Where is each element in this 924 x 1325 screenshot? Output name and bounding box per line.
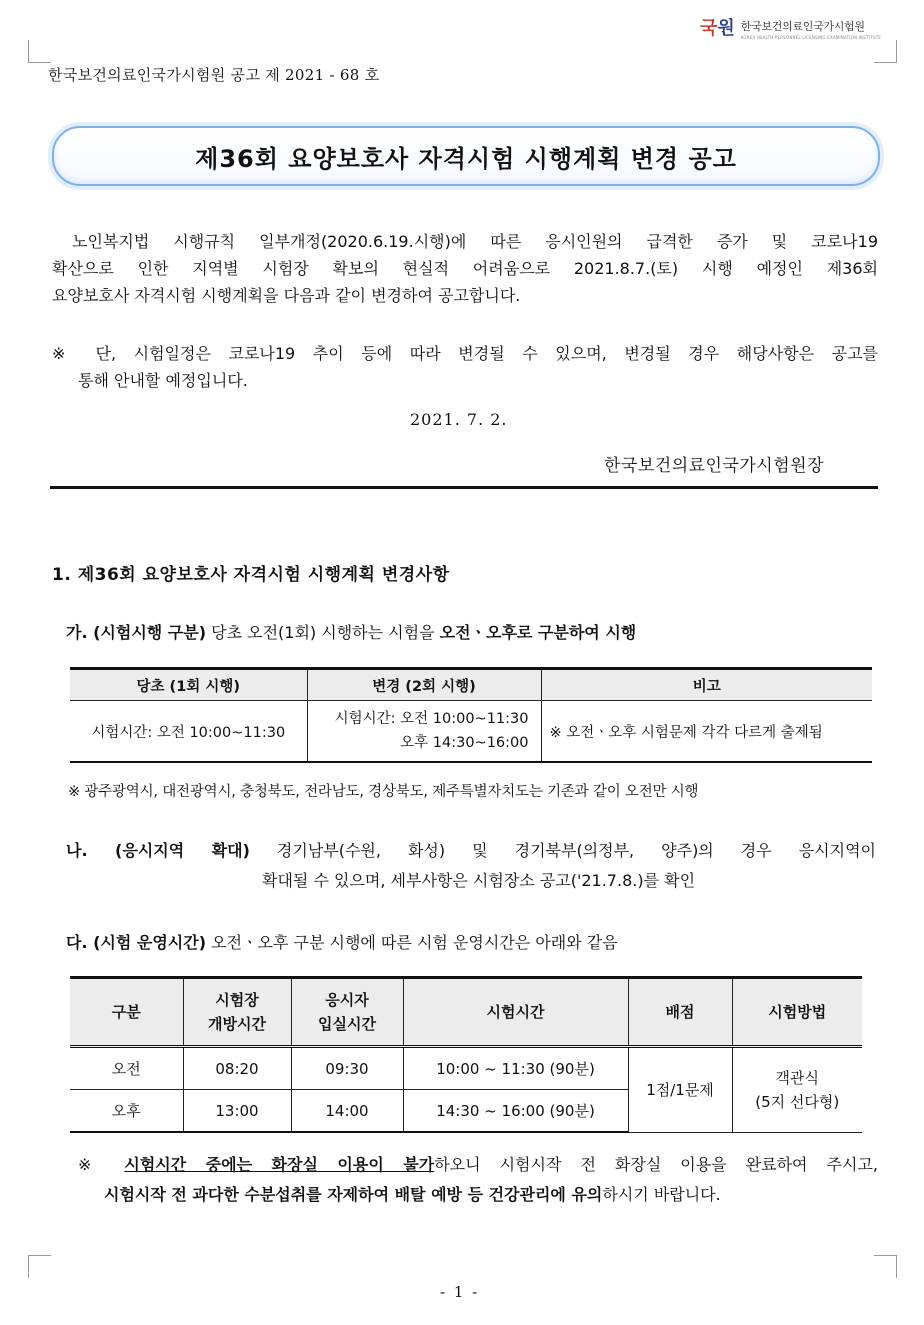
table-header-cell: 시험방법 (732, 978, 862, 1047)
method-line-2: (5지 선다형) (755, 1092, 840, 1111)
intro-line-2: 확산으로 인한 지역별 시험장 확보의 현실적 어려움으로 2021.8.7.(토) 시행 예정인 제36회 (52, 259, 878, 278)
title-banner (52, 126, 880, 186)
intro-line-3: 요양보호사 자격시험 시행계획을 다음과 같이 변경하여 공고합니다. (52, 286, 521, 305)
crop-mark-bottom-right (874, 1255, 897, 1278)
logo-emblem-icon: 국원 (700, 18, 735, 39)
entry-time-cell: 14:00 (291, 1090, 403, 1133)
open-time-cell: 08:20 (183, 1047, 291, 1090)
institute-logo (700, 18, 881, 40)
item-da (66, 930, 618, 953)
header-line: 응시자 (325, 991, 369, 1009)
session-cell: 오후 (70, 1090, 183, 1133)
table-header-cell: 시험시간 (403, 978, 628, 1047)
schedule-change-table (70, 667, 872, 763)
item-na-line-1: 경기남부(수원, 화성) 및 경기북부(의정부, 양주)의 경우 응시지역이 (249, 841, 876, 860)
notice-number: 한국보건의료인국가시험원 공고 제 2021 - 68 호 (48, 66, 380, 84)
method-cell (732, 1047, 862, 1133)
logo-english-name: KOREA HEALTH PERSONNEL LICENSING EXAMINATION INSTITUTE (740, 35, 882, 40)
restroom-note-bold: 시험시작 전 과다한 수분섭취를 자제하여 배탈 예방 등 건강관리에 유의 (104, 1185, 603, 1204)
entry-time-cell: 09:30 (291, 1047, 403, 1090)
exam-time-cell: 10:00 ~ 11:30 (90분) (403, 1047, 628, 1090)
item-ga-emphasis: 오전ㆍ오후로 구분하여 시행 (439, 623, 637, 642)
item-ga-text: 당초 오전(1회) 시행하는 시험을 (206, 623, 440, 642)
remark-cell: ※ 오전ㆍ오후 시험문제 각각 다르게 출제됨 (541, 701, 872, 763)
item-na-label: 나. (응시지역 확대) (66, 841, 250, 860)
table-header-row (70, 978, 862, 1047)
crop-mark-top-left (28, 40, 51, 63)
open-time-cell: 13:00 (183, 1090, 291, 1133)
item-na-line-2: 확대될 수 있으며, 세부사항은 시험장소 공고('21.7.8.)를 확인 (262, 871, 696, 890)
item-ga (66, 620, 636, 643)
logo-korean-name: 한국보건의료인국가시험원 (740, 20, 865, 33)
table-header-cell (183, 978, 291, 1047)
region-note: ※ 광주광역시, 대전광역시, 충청북도, 전라남도, 경상북도, 제주특별자치도는 기존과 같이 오전만 시행 (68, 784, 699, 800)
crop-mark-bottom-left (28, 1255, 51, 1278)
score-cell: 1점/1문제 (628, 1047, 732, 1133)
caveat-paragraph (52, 340, 878, 394)
divider-rule (50, 486, 878, 489)
restroom-note-rest-1: 하오니 시험시작 전 화장실 이용을 완료하여 주시고, (434, 1155, 878, 1174)
header-line: 개방시간 (208, 1015, 266, 1033)
changed-schedule-line-2: 오후 14:30~16:00 (400, 735, 529, 751)
changed-schedule-line-1: 시험시간: 오전 10:00~11:30 (334, 711, 529, 727)
item-na (66, 836, 876, 896)
page-title: 제36회 요양보호사 자격시험 시행계획 변경 공고 (195, 144, 737, 173)
original-schedule-cell: 시험시간: 오전 10:00~11:30 (70, 701, 307, 763)
method-line-1: 객관식 (775, 1068, 819, 1087)
signatory: 한국보건의료인국가시험원장 (604, 456, 824, 476)
changed-schedule-cell (307, 701, 541, 763)
table-header-cell: 구분 (70, 978, 183, 1047)
item-da-text: 오전ㆍ오후 구분 시행에 따른 시험 운영시간은 아래와 같음 (206, 933, 618, 952)
notice-date: 2021. 7. 2. (410, 410, 508, 429)
restroom-note-underline: 시험시간 중에는 화장실 이용이 불가 (124, 1155, 435, 1174)
exam-time-cell: 14:30 ~ 16:00 (90분) (403, 1090, 628, 1133)
table-header-cell (291, 978, 403, 1047)
restroom-note-mark: ※ (78, 1155, 125, 1174)
table-header-cell: 당초 (1회 시행) (70, 669, 307, 701)
item-da-label: 다. (시험 운영시간) (66, 933, 207, 952)
intro-paragraph (52, 228, 878, 309)
crop-mark-top-right (874, 40, 897, 63)
table-header-row (70, 669, 872, 701)
page-number: - 1 - (440, 1283, 480, 1301)
table-row (70, 701, 872, 763)
caveat-line-1: ※ 단, 시험일정은 코로나19 추이 등에 따라 변경될 수 있으며, 변경될 경우 해당사항은 공고를 (52, 344, 878, 363)
header-line: 시험장 (215, 991, 259, 1009)
session-cell: 오전 (70, 1047, 183, 1090)
restroom-note-rest-2: 하시기 바랍니다. (602, 1185, 721, 1204)
logo-wordmark (741, 18, 881, 40)
restroom-note (78, 1150, 878, 1210)
header-line: 입실시간 (318, 1015, 376, 1033)
table-header-cell: 배점 (628, 978, 732, 1047)
table-header-cell: 변경 (2회 시행) (307, 669, 541, 701)
operating-hours-table (70, 976, 862, 1133)
caveat-line-2: 통해 안내할 예정입니다. (78, 371, 248, 390)
item-ga-label: 가. (시험시행 구분) (66, 623, 207, 642)
section-heading: 1. 제36회 요양보호사 자격시험 시행계획 변경사항 (52, 565, 450, 585)
intro-line-1: 노인복지법 시행규칙 일부개정(2020.6.19.시행)에 따른 응시인원의 급격한 증가 및 코로나19 (72, 232, 878, 251)
table-header-cell: 비고 (541, 669, 872, 701)
table-row (70, 1047, 862, 1090)
